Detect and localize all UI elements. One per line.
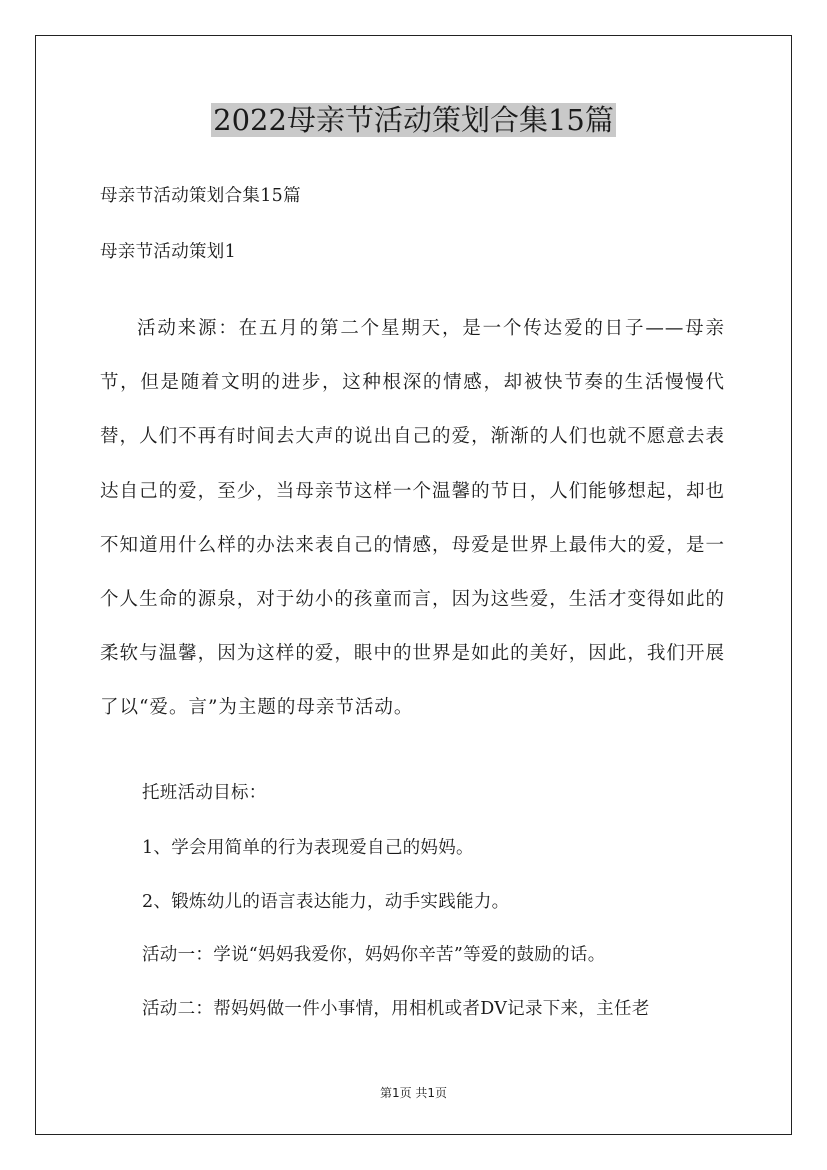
goal-item-2: 2、锻炼幼儿的语言表达能力，动手实践能力。 xyxy=(142,892,510,912)
goals-heading: 托班活动目标： xyxy=(142,783,267,803)
activity-item-1: 活动一：学说“妈妈我爱你，妈妈你辛苦”等爱的鼓励的话。 xyxy=(142,945,606,965)
intro-paragraph: 活动来源：在五月的第二个星期天，是一个传达爱的日子——母亲节，但是随着文明的进步，这种根深的情感，却被快节奏的生活慢慢代替，人们不再有时间去大声的说出自己的爱，渐渐的人们也就不愿意去表达自己的爱，至少，当母亲节这样一个温馨的节日，人们能够想起，却也不知道用什么样的办法来表自己的情感，母爱是世界上最伟大的爱，是一个人生命的源泉，对于幼小的孩童而言，因为这些爱，生活才变得如此的柔软与温馨，因为这样的爱，眼中的世界是如此的美好，因此，我们开展了以“爱。言”为主题的母亲节活动。 xyxy=(100,318,725,719)
page-footer: 第1页 共1页 xyxy=(379,1086,448,1100)
document-title xyxy=(0,100,827,140)
document-title-text: 2022母亲节活动策划合集15篇 xyxy=(213,103,614,137)
section-heading: 母亲节活动策划1 xyxy=(100,242,237,262)
activity-item-2: 活动二：帮妈妈做一件小事情，用相机或者DV记录下来，主任老 xyxy=(142,999,650,1019)
goal-item-1: 1、学会用简单的行为表现爱自己的妈妈。 xyxy=(142,838,474,858)
document-subtitle: 母亲节活动策划合集15篇 xyxy=(100,186,301,206)
